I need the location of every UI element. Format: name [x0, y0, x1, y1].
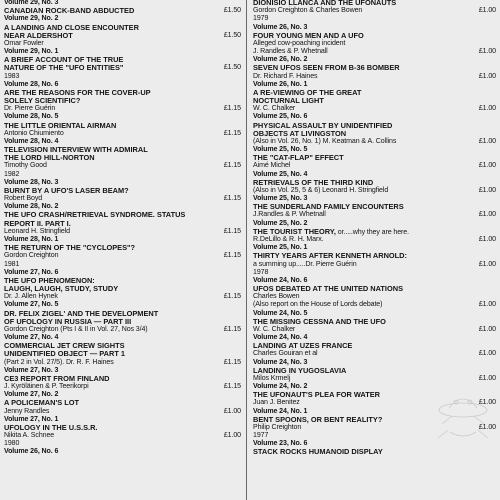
article-title — [253, 32, 496, 40]
article-title-suffix: or.....why they are here. — [335, 228, 409, 236]
price-label: £1.15 — [223, 252, 241, 260]
price-label: £1.00 — [223, 432, 241, 440]
ufo-sketch-icon — [430, 380, 496, 446]
volume-heading-text: Volume 26, No. 3 — [253, 23, 308, 31]
article-author — [253, 48, 496, 56]
price-label: £1.15 — [223, 129, 241, 137]
year-heading-text: 1982 — [4, 170, 20, 178]
article-author — [4, 383, 241, 391]
price-label: £1.00 — [478, 325, 496, 333]
price-label: £1.00 — [223, 407, 241, 415]
article-author-text: (Also report on the House of Lords debate) — [253, 301, 383, 309]
volume-heading-text: Volume 24, No. 6 — [253, 276, 308, 284]
volume-heading-text: Volume 28, No. 2 — [4, 203, 59, 211]
article-title — [4, 122, 241, 130]
price-label: £1.15 — [223, 195, 241, 203]
year-heading-text: 1978 — [253, 268, 269, 276]
article-title-text: THE LITTLE ORIENTAL AIRMAN — [4, 120, 117, 130]
article-author — [253, 261, 496, 269]
year-heading-text: 1979 — [253, 15, 269, 23]
price-label: £1.50 — [223, 7, 241, 15]
article-author — [253, 350, 496, 358]
article-author — [253, 105, 496, 113]
article-title-bold: THE TOURIST THEORY, — [253, 226, 336, 236]
article-title-text: OF UFOLOGY IN RUSSIA — PART III — [4, 316, 132, 326]
article-title-text: THE MISSING CESSNA AND THE UFO — [253, 316, 386, 326]
article-author-text: Philip Creighton — [253, 423, 302, 431]
price-label: £1.00 — [478, 186, 496, 194]
volume-heading-text: Volume 24, No. 3 — [253, 358, 308, 366]
year-heading-text: 1981 — [4, 260, 20, 268]
article-author-text: Charles Gouiran et al — [253, 350, 318, 358]
article-title-text: UFOS DEBATED AT THE UNITED NATIONS — [253, 284, 403, 294]
price-label: £1.00 — [478, 235, 496, 243]
article-title — [253, 448, 496, 456]
article-title-text: THE "CAT-FLAP" EFFECT — [253, 153, 344, 163]
article-title-text: PHYSICAL ASSAULT BY UNIDENTIFIED — [253, 120, 393, 130]
price-label: £1.00 — [478, 48, 496, 56]
article-author-text: Aimé Michel — [253, 162, 291, 170]
article-author — [4, 228, 241, 236]
article-title-text: COMMERCIAL JET CREW SIGHTS — [4, 341, 125, 351]
left-column — [4, 0, 241, 457]
volume-heading-text: Volume 28, No. 6 — [4, 80, 59, 88]
article-title-text: NOCTURNAL LIGHT — [253, 96, 324, 106]
year-heading — [253, 269, 496, 277]
price-label: £1.00 — [478, 72, 496, 80]
price-label: £1.50 — [223, 31, 241, 39]
volume-heading — [4, 448, 241, 456]
volume-heading-text: Volume 26, No. 6 — [4, 448, 59, 456]
volume-heading-text: Volume 26, No. 1 — [253, 80, 308, 88]
article-author-text: (Also in Vol. 26, No. 1) M. Keatman & A. Collins — [253, 137, 397, 145]
article-title-text: FOUR YOUNG MEN AND A UFO — [253, 30, 364, 40]
article-title-text: UFOLOGY IN THE U.S.S.R. — [4, 422, 98, 432]
article-title-text: NEAR ALDERSHOT — [4, 30, 73, 40]
article-title — [4, 154, 241, 162]
article-title-text: RETRIEVALS OF THE THIRD KIND — [253, 177, 374, 187]
article-author-text: R.DeLillo & R. H. Marx. — [253, 235, 324, 243]
article-title-text: A BRIEF ACCOUNT OF THE TRUE — [4, 55, 124, 65]
volume-heading-text: Volume 27, No. 4 — [4, 334, 59, 342]
article-title-text: DR. FELIX ZIGEL' AND THE DEVELOPMENT — [4, 308, 159, 318]
article-title — [253, 367, 496, 375]
year-heading — [4, 261, 241, 269]
article-author-text: Gordon Creighton — [4, 252, 59, 260]
article-author — [253, 40, 496, 48]
article-author-text: Timothy Good — [4, 162, 47, 170]
article-author-text: Milos Krmelj — [253, 374, 291, 382]
year-heading — [253, 15, 496, 23]
article-author-text: Leonard H. Stringfield — [4, 227, 70, 235]
article-title-text: SOLELY SCIENTIFIC? — [4, 96, 81, 106]
article-title-text: CANADIAN ROCK-BAND ABDUCTED — [4, 6, 135, 16]
article-author — [4, 105, 241, 113]
volume-heading-text: Volume 29, No. 2 — [4, 15, 59, 23]
article-title — [253, 228, 496, 236]
article-title-text: SEVEN UFOS SEEN FROM B-36 BOMBER — [253, 63, 400, 73]
volume-heading-text: Volume 23, No. 6 — [253, 440, 308, 448]
article-author-text: Dr. J. Allen Hynek — [4, 293, 58, 301]
volume-heading-text: Volume 25, No. 4 — [253, 170, 308, 178]
year-heading-text: 1983 — [4, 72, 20, 80]
volume-heading-text: Volume 25, No. 1 — [253, 244, 308, 252]
article-title-text: STACK ROCKS HUMANOID DISPLAY — [253, 447, 383, 457]
volume-heading-text: Volume 27, No. 1 — [4, 415, 59, 423]
article-author — [253, 138, 496, 146]
article-author — [4, 252, 241, 260]
article-title — [4, 318, 241, 326]
price-label: £1.50 — [223, 64, 241, 72]
price-label: £1.00 — [478, 301, 496, 309]
article-title — [253, 252, 496, 260]
article-author — [4, 130, 241, 138]
article-author — [253, 236, 496, 244]
article-author — [4, 195, 241, 203]
year-heading — [4, 171, 241, 179]
price-label: £1.00 — [478, 105, 496, 113]
article-title-text: A LANDING AND CLOSE ENCOUNTER — [4, 22, 139, 32]
article-author-text: W. C. Chalker — [253, 325, 296, 333]
article-title-text: REPORT II. PART I. — [4, 218, 71, 228]
article-author-text: Alleged cow-poaching incident — [253, 39, 346, 47]
article-title — [4, 64, 241, 72]
volume-heading-text: Volume 29, No. 1 — [4, 48, 59, 56]
article-title — [253, 285, 496, 293]
price-label: £1.00 — [478, 162, 496, 170]
article-title-text: NATURE OF THE "UFO ENTITIES" — [4, 63, 124, 73]
article-title-text: THE UFO CRASH/RETRIEVAL SYNDROME. STATUS — [4, 210, 186, 220]
article-title-text: UNIDENTIFIED OBJECT — PART 1 — [4, 349, 125, 359]
article-author-text: Charles Bowen — [253, 293, 300, 301]
price-label: £1.00 — [478, 7, 496, 15]
article-title — [253, 64, 496, 72]
volume-heading-text: Volume 28, No. 4 — [4, 137, 59, 145]
article-author — [4, 432, 241, 440]
article-title — [4, 375, 241, 383]
article-author — [253, 7, 496, 15]
year-heading-text: 1980 — [4, 440, 20, 448]
article-author-text: Jenny Randles — [4, 407, 50, 415]
volume-heading-text: Volume 24, No. 5 — [253, 309, 308, 317]
article-author — [4, 326, 241, 334]
article-title — [4, 32, 241, 40]
article-title-text: DIONISIO LLANCA AND THE UFONAUTS — [253, 0, 397, 7]
volume-heading-text: Volume 28, No. 3 — [4, 178, 59, 186]
article-author — [253, 326, 496, 334]
article-author-text: Gordon Creighton (Pts I & II in Vol. 27, Nos 3/4) — [4, 325, 148, 333]
volume-heading-text: Volume 24, No. 2 — [253, 383, 308, 391]
volume-heading-text: Volume 27, No. 5 — [4, 301, 59, 309]
article-author-text: Gordon Creighton & Charles Bowen — [253, 7, 363, 15]
article-author — [253, 187, 496, 195]
price-label: £1.15 — [223, 293, 241, 301]
volume-heading-text: Volume 27, No. 3 — [4, 366, 59, 374]
price-label: £1.00 — [478, 260, 496, 268]
article-author-text: (Part 2 in Vol. 27/5). Dr. R. F. Haines — [4, 358, 114, 366]
article-author-text: Robert Boyd — [4, 195, 43, 203]
volume-heading-text: Volume 28, No. 5 — [4, 113, 59, 121]
price-label: £1.00 — [478, 350, 496, 358]
volume-heading-text: Volume 24, No. 4 — [253, 334, 308, 342]
article-title-text: OBJECTS AT LIVINGSTON — [253, 128, 347, 138]
volume-heading-text: Volume 27, No. 2 — [4, 391, 59, 399]
price-label: £1.00 — [478, 374, 496, 382]
volume-heading-text: Volume 28, No. 1 — [4, 235, 59, 243]
article-title — [4, 424, 241, 432]
article-title — [253, 130, 496, 138]
article-author — [253, 301, 496, 309]
article-author-text: J. Kyröläinen & P. Teerikorpi — [4, 383, 89, 391]
article-author-text: (Also in Vol. 25, 5 & 6) Leonard H. Stringfield — [253, 186, 389, 194]
article-title — [253, 203, 496, 211]
article-author — [253, 73, 496, 81]
article-author-text: Juan J. Benitez — [253, 399, 300, 407]
volume-heading-text: Volume 29, No. 3 — [4, 0, 59, 6]
article-title-text: LAUGH, LAUGH, STUDY, STUDY — [4, 284, 119, 294]
price-label: £1.15 — [223, 227, 241, 235]
year-heading — [4, 73, 241, 81]
volume-heading-text: Volume 24, No. 1 — [253, 407, 308, 415]
price-label: £1.15 — [223, 383, 241, 391]
article-author — [4, 408, 241, 416]
article-title-text: A RE-VIEWING OF THE GREAT — [253, 87, 362, 97]
volume-heading-text: Volume 25, No. 5 — [253, 146, 308, 154]
article-title-text: LANDING AT UZES FRANCE — [253, 341, 353, 351]
article-author — [4, 293, 241, 301]
article-author — [253, 211, 496, 219]
article-author-text: Dr. Richard F. Haines — [253, 72, 318, 80]
year-heading-text: 1977 — [253, 432, 269, 440]
article-title — [253, 179, 496, 187]
year-heading — [4, 440, 241, 448]
volume-heading-text: Volume 25, No. 2 — [253, 219, 308, 227]
article-title — [4, 244, 241, 252]
article-title — [253, 342, 496, 350]
article-author-text: Antonio Chiumiento — [4, 129, 64, 137]
price-label: £1.15 — [223, 105, 241, 113]
article-title-text: BURNT BY A UFO'S LASER BEAM? — [4, 185, 129, 195]
article-title — [4, 399, 241, 407]
article-title-text: THE RETURN OF THE "CYCLOPES"? — [4, 243, 136, 253]
article-author — [4, 162, 241, 170]
article-title — [4, 220, 241, 228]
article-title-text: THE UFO PHENOMENON: — [4, 275, 95, 285]
article-author — [4, 40, 241, 48]
volume-heading-text: Volume 26, No. 2 — [253, 56, 308, 64]
article-author-text: Dr. Pierre Guérin — [4, 105, 56, 113]
article-title-text: THE UFONAUT'S PLEA FOR WATER — [253, 390, 380, 400]
article-author-text: W. C. Chalker — [253, 105, 296, 113]
article-title-text: THIRTY YEARS AFTER KENNETH ARNOLD: — [253, 251, 407, 261]
article-author-text: Omar Fowler — [4, 39, 44, 47]
article-title — [4, 7, 241, 15]
price-label: £1.15 — [223, 358, 241, 366]
article-title-text: ARE THE REASONS FOR THE COVER-UP — [4, 87, 151, 97]
price-label: £1.00 — [478, 399, 496, 407]
article-title-text: CE3 REPORT FROM FINLAND — [4, 373, 110, 383]
article-title — [253, 97, 496, 105]
article-title — [4, 187, 241, 195]
article-title-text: THE LORD HILL-NORTON — [4, 153, 95, 163]
price-label: £1.15 — [223, 325, 241, 333]
article-title — [4, 285, 241, 293]
article-author — [253, 293, 496, 301]
column-divider — [246, 0, 247, 500]
article-author-text: Nikita A. Schnee — [4, 432, 55, 440]
price-label: £1.00 — [478, 211, 496, 219]
article-title-text: A POLICEMAN'S LOT — [4, 398, 79, 408]
price-label: £1.15 — [223, 162, 241, 170]
article-title — [253, 318, 496, 326]
article-author-text: J. Randles & P. Whetnall — [253, 48, 328, 56]
price-label: £1.00 — [478, 423, 496, 431]
article-author-text: a summing up.....Dr. Pierre Guérin — [253, 260, 357, 268]
article-author — [253, 162, 496, 170]
article-title — [4, 97, 241, 105]
article-title — [253, 154, 496, 162]
volume-heading-text: Volume 27, No. 6 — [4, 268, 59, 276]
price-label: £1.00 — [478, 137, 496, 145]
article-title-text: THE SUNDERLAND FAMILY ENCOUNTERS — [253, 202, 404, 212]
article-title-text: BENT SPOONS, OR BENT REALITY? — [253, 414, 383, 424]
article-author — [4, 359, 241, 367]
article-title — [253, 0, 496, 7]
volume-heading-text: Volume 25, No. 6 — [253, 113, 308, 121]
volume-heading-text: Volume 25, No. 3 — [253, 195, 308, 203]
article-title-text: TELEVISION INTERVIEW WITH ADMIRAL — [4, 145, 148, 155]
article-author-text: J.Randles & P. Whetnall — [253, 211, 326, 219]
article-title — [4, 350, 241, 358]
article-title-text: LANDING IN YUGOSLAVIA — [253, 365, 347, 375]
